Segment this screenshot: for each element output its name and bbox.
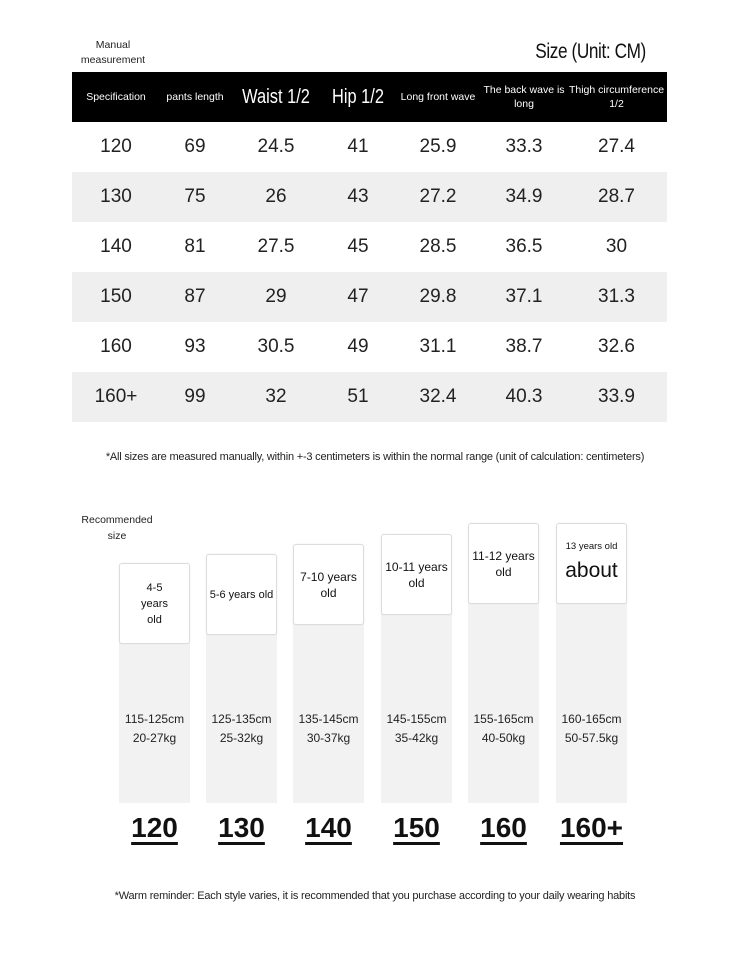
size-label: 140 — [305, 812, 352, 843]
table-cell: 25.9 — [419, 136, 457, 157]
height-weight — [459, 710, 549, 748]
col-hip: Hip 1/2 — [332, 86, 384, 108]
col-front-rise: Long front wave — [400, 91, 476, 103]
age-card-content — [133, 580, 177, 628]
table-cell: 32.6 — [598, 336, 635, 357]
size-label: 160 — [480, 812, 527, 843]
table-cell: 27.4 — [598, 136, 635, 157]
size-label: 120 — [131, 812, 178, 843]
size-unit-title: Size (Unit: CM) — [535, 40, 646, 63]
table-cell: 29 — [265, 286, 287, 307]
table-cell: 81 — [184, 236, 206, 257]
recommended-size-label: Recommended size — [81, 514, 153, 542]
table-cell: 31.3 — [598, 286, 635, 307]
age-card-content — [565, 539, 618, 583]
table-cell: 41 — [347, 136, 369, 157]
table-cell: 32.4 — [419, 386, 457, 407]
age-text-small: 13 years old — [565, 540, 618, 552]
table-cell: 33.9 — [598, 386, 635, 407]
table-cell: 140 — [100, 236, 132, 257]
table-cell: 29.8 — [419, 286, 457, 307]
age-text: 7-10 years old — [300, 569, 357, 600]
height-range: 115-125cm — [124, 712, 185, 726]
height-weight — [197, 710, 287, 748]
height-weight — [110, 710, 200, 748]
size-table — [72, 72, 667, 422]
age-card-content — [210, 587, 274, 603]
age-card-content — [382, 559, 451, 591]
size-label: 160+ — [559, 812, 624, 843]
table-row — [72, 222, 667, 272]
table-cell: 30.5 — [257, 336, 295, 357]
weight-range: 50-57.5kg — [564, 731, 619, 745]
table-cell: 36.5 — [505, 236, 543, 257]
table-cell: 130 — [100, 186, 132, 207]
age-card — [206, 554, 277, 635]
table-cell: 40.3 — [505, 386, 543, 407]
table-cell: 160+ — [94, 386, 138, 407]
height-range: 135-145cm — [298, 712, 359, 726]
height-range: 160-165cm — [561, 712, 622, 726]
table-cell: 37.1 — [505, 286, 543, 307]
table-cell: 87 — [184, 286, 206, 307]
table-cell: 33.3 — [505, 136, 543, 157]
col-specification: Specification — [86, 91, 146, 103]
col-pants-length: pants length — [166, 91, 224, 103]
table-cell: 43 — [347, 186, 369, 207]
table-cell: 34.9 — [505, 186, 543, 207]
table-cell: 93 — [184, 336, 206, 357]
size-label: 150 — [393, 812, 440, 843]
age-text: 10-11 years old — [385, 559, 448, 590]
table-cell: 32 — [265, 386, 287, 407]
weight-range: 35-42kg — [394, 731, 439, 745]
table-cell: 51 — [347, 386, 369, 407]
age-card — [468, 523, 539, 604]
age-card — [293, 544, 364, 625]
table-cell: 49 — [347, 336, 369, 357]
col-back-rise: The back wave is long — [483, 84, 565, 110]
table-cell: 26 — [265, 186, 287, 207]
age-text: 11-12 years old — [472, 548, 535, 579]
col-waist: Waist 1/2 — [242, 86, 310, 108]
table-cell: 120 — [100, 136, 132, 157]
height-weight — [284, 710, 374, 748]
table-header — [72, 72, 667, 122]
measurement-note: *All sizes are measured manually, within +-3 centimeters is within the normal range (unit of calculation: centimeters) — [105, 451, 645, 463]
col-thigh: Thigh circumference 1/2 — [568, 84, 665, 110]
size-label: 130 — [218, 812, 265, 843]
table-cell: 69 — [184, 136, 206, 157]
age-card — [556, 523, 627, 604]
table-cell: 99 — [184, 386, 206, 407]
age-text-large: about — [565, 558, 618, 582]
weight-range: 30-37kg — [306, 731, 351, 745]
weight-range: 25-32kg — [219, 731, 264, 745]
table-cell: 27.5 — [257, 236, 295, 257]
table-row — [72, 322, 667, 372]
table-body — [72, 122, 667, 422]
age-card — [119, 563, 190, 644]
warm-reminder-note: *Warm reminder: Each style varies, it is recommended that you purchase according to your daily wearing habits — [114, 890, 636, 902]
age-card-content — [294, 569, 363, 601]
age-card — [381, 534, 452, 615]
height-weight — [547, 710, 637, 748]
table-cell: 150 — [100, 286, 132, 307]
table-row — [72, 372, 667, 422]
table-cell: 24.5 — [257, 136, 295, 157]
weight-range: 20-27kg — [132, 731, 177, 745]
age-text: 4-5 years old — [141, 581, 168, 626]
table-cell: 30 — [605, 236, 628, 257]
table-cell: 27.2 — [419, 186, 457, 207]
table-row — [72, 122, 667, 172]
age-card-content — [469, 548, 538, 580]
table-cell: 31.1 — [419, 336, 457, 357]
age-text: 5-6 years old — [209, 588, 274, 601]
table-cell: 75 — [184, 186, 206, 207]
height-weight — [372, 710, 462, 748]
table-row — [72, 272, 667, 322]
height-range: 145-155cm — [386, 712, 447, 726]
table-cell: 160 — [100, 336, 132, 357]
table-row — [72, 172, 667, 222]
table-cell: 38.7 — [505, 336, 543, 357]
height-range: 155-165cm — [473, 712, 534, 726]
table-cell: 28.5 — [419, 236, 457, 257]
manual-measurement-label: Manual measurement — [80, 39, 146, 66]
weight-range: 40-50kg — [481, 731, 526, 745]
table-cell: 45 — [347, 236, 369, 257]
table-cell: 28.7 — [598, 186, 635, 207]
height-range: 125-135cm — [211, 712, 272, 726]
table-cell: 47 — [347, 286, 369, 307]
